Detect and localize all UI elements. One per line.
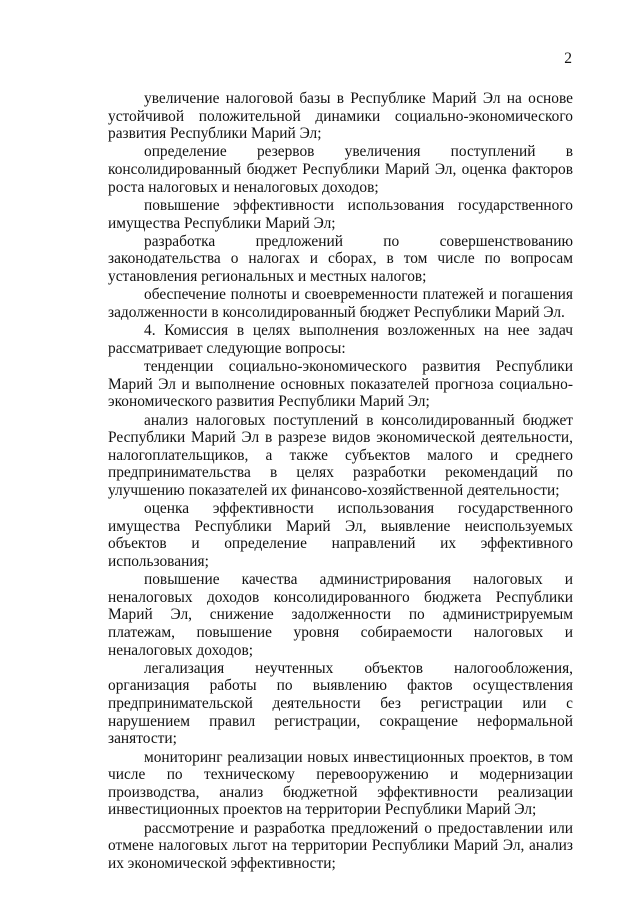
paragraph: тенденции социально-экономического развития Республики Марий Эл и выполнение основных показателей прогноза социально-экономического развития Республики Марий Эл; — [108, 358, 573, 411]
page-number: 2 — [564, 50, 572, 67]
paragraph: определение резервов увеличения поступлений в консолидированный бюджет Республики Марий Эл, оценка факторов роста налоговых и неналоговых доходов; — [108, 143, 573, 196]
paragraph: оценка эффективности использования государственного имущества Республики Марий Эл, выявление неиспользуемых объектов и определение направлений их эффективного использования; — [108, 500, 573, 570]
paragraph: увеличение налоговой базы в Республике Марий Эл на основе устойчивой положительной динамики социально-экономического развития Республики Марий Эл; — [108, 90, 573, 143]
paragraph: рассмотрение и разработка предложений о предоставлении или отмене налоговых льгот на территории Республики Марий Эл, анализ их экономической эффективности; — [108, 819, 573, 872]
paragraph: повышение качества администрирования налоговых и неналоговых доходов консолидированного бюджета Республики Марий Эл, снижение задолженности по администрируемым платежам, повышение уровня собираемости налоговых и неналоговых доходов; — [108, 571, 573, 659]
paragraph: обеспечение полноты и своевременности платежей и погашения задолженности в консолидированный бюджет Республики Марий Эл. — [108, 286, 573, 321]
document-body — [108, 90, 573, 873]
paragraph: повышение эффективности использования государственного имущества Республики Марий Эл; — [108, 196, 573, 232]
paragraph: мониторинг реализации новых инвестиционных проектов, в том числе по техническому перевооружению и модернизации производства, анализ бюджетной эффективности реализации инвестиционных проектов на территории Республики Марий Эл; — [108, 748, 573, 819]
paragraph: разработка предложений по совершенствованию законодательства о налогах и сборах, в том числе по вопросам установления региональных и местных налогов; — [108, 232, 573, 285]
section-heading-paragraph: 4. Комиссия в целях выполнения возложенных на нее задач рассматривает следующие вопросы: — [108, 322, 573, 357]
paragraph: легализация неучтенных объектов налогообложения, организация работы по выявлению фактов осуществления предпринимательской деятельности без регистрации или с нарушением правил регистрации, сокращение неформальной занятости; — [108, 659, 573, 748]
paragraph: анализ налоговых поступлений в консолидированный бюджет Республики Марий Эл в разрезе видов экономической деятельности, налогоплательщиков, а также субъектов малого и среднего предпринимательства в целях разработки рекомендаций по улучшению показателей их финансово-хозяйственной деятельности; — [108, 411, 573, 499]
